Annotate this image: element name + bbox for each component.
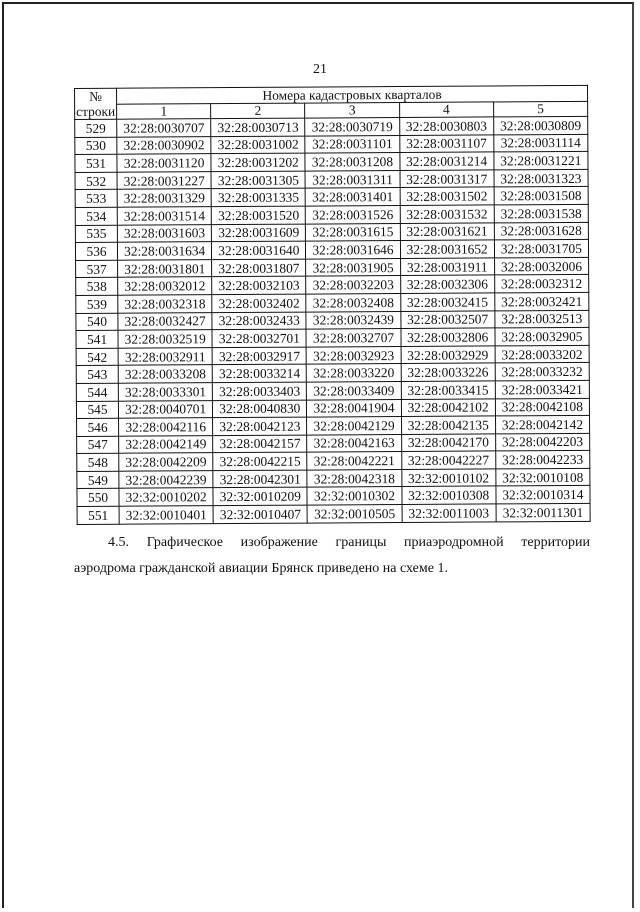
row-number-cell: 533	[75, 190, 117, 208]
row-number-cell: 545	[76, 401, 118, 419]
cadastral-number-cell: 32:28:0032701	[212, 329, 306, 347]
column-number-5: 5	[493, 101, 587, 117]
paragraph-line-1: 4.5. Графическое изображение границы приаэродромной территории	[108, 535, 590, 550]
cadastral-number-cell: 32:28:0032402	[212, 294, 306, 312]
cadastral-number-cell: 32:28:0033415	[401, 381, 495, 399]
row-number-cell: 546	[77, 418, 119, 436]
cadastral-number-cell: 32:28:0032519	[118, 330, 212, 348]
cadastral-number-cell: 32:28:0031335	[211, 188, 305, 206]
cadastral-number-cell: 32:28:0031317	[400, 170, 494, 188]
table-body	[75, 116, 590, 524]
cadastral-number-cell: 32:32:0010102	[401, 469, 495, 487]
cadastral-number-cell: 32:28:0032203	[306, 276, 400, 294]
cadastral-number-cell: 32:28:0031801	[118, 259, 212, 277]
row-number-cell: 542	[76, 348, 118, 366]
row-number-cell: 547	[77, 436, 119, 454]
cadastral-number-cell: 32:28:0041904	[307, 399, 401, 417]
cadastral-number-cell: 32:28:0031807	[212, 259, 306, 277]
row-number-header	[75, 88, 117, 119]
cadastral-number-cell: 32:28:0033403	[213, 382, 307, 400]
cadastral-number-cell: 32:32:0011301	[496, 503, 590, 521]
cadastral-number-cell: 32:28:0032923	[307, 346, 401, 364]
cadastral-number-cell: 32:28:0031911	[400, 258, 494, 276]
cadastral-number-cell: 32:28:0031305	[211, 171, 305, 189]
page-number: 21	[313, 62, 327, 77]
cadastral-number-cell: 32:28:0033214	[212, 364, 306, 382]
cadastral-number-cell: 32:28:0031526	[306, 205, 400, 223]
cadastral-number-cell: 32:28:0031202	[211, 153, 305, 171]
cadastral-number-cell: 32:28:0032415	[400, 293, 494, 311]
cadastral-number-cell: 32:28:0032312	[494, 275, 588, 293]
row-number-cell: 541	[76, 330, 118, 348]
cadastral-number-cell: 32:32:0010302	[307, 487, 401, 505]
row-number-cell: 544	[76, 383, 118, 401]
cadastral-number-cell: 32:28:0042170	[401, 434, 495, 452]
cadastral-number-cell: 32:28:0033409	[307, 381, 401, 399]
column-number-1: 1	[117, 103, 211, 119]
cadastral-number-cell: 32:28:0032318	[118, 295, 212, 313]
cadastral-number-cell: 32:32:0010407	[213, 505, 307, 523]
row-number-cell: 550	[77, 489, 119, 507]
row-number-cell: 529	[75, 119, 117, 137]
cadastral-number-cell: 32:28:0032012	[118, 277, 212, 295]
cadastral-number-cell: 32:28:0030902	[117, 136, 211, 154]
cadastral-number-cell: 32:28:0031514	[117, 207, 211, 225]
cadastral-number-cell: 32:28:0042215	[213, 452, 307, 470]
cadastral-number-cell: 32:28:0031609	[212, 224, 306, 242]
cadastral-number-cell: 32:28:0042135	[401, 416, 495, 434]
cadastral-number-cell: 32:28:0030719	[305, 118, 399, 136]
cadastral-number-cell: 32:28:0032917	[212, 347, 306, 365]
cadastral-number-cell: 32:28:0031002	[211, 136, 305, 154]
section-paragraph	[74, 530, 590, 582]
cadastral-number-cell: 32:28:0031634	[118, 242, 212, 260]
cadastral-number-cell: 32:28:0031101	[305, 135, 399, 153]
row-number-cell: 532	[75, 172, 117, 190]
cadastral-number-cell: 32:28:0031652	[400, 240, 494, 258]
cadastral-number-cell: 32:28:0033232	[495, 363, 589, 381]
cadastral-number-cell: 32:32:0010314	[496, 486, 590, 504]
table-row	[77, 503, 590, 524]
cadastral-number-cell: 32:28:0031508	[494, 187, 588, 205]
cadastral-number-cell: 32:28:0042203	[495, 433, 589, 451]
cadastral-number-cell: 32:32:0010401	[119, 506, 213, 524]
cadastral-number-cell: 32:28:0030713	[211, 118, 305, 136]
row-number-cell: 549	[77, 471, 119, 489]
cadastral-number-cell: 32:28:0032306	[400, 275, 494, 293]
cadastral-number-cell: 32:28:0042227	[401, 451, 495, 469]
cadastral-number-cell: 32:32:0011003	[402, 504, 496, 522]
cadastral-number-cell: 32:28:0031311	[305, 170, 399, 188]
cadastral-number-cell: 32:28:0033421	[495, 380, 589, 398]
cadastral-number-cell: 32:28:0032513	[495, 310, 589, 328]
cadastral-quarters-table	[74, 85, 591, 525]
cadastral-number-cell: 32:32:0010108	[496, 468, 590, 486]
cadastral-number-cell: 32:28:0040701	[118, 400, 212, 418]
cadastral-number-cell: 32:28:0042318	[307, 469, 401, 487]
row-number-cell: 537	[76, 260, 118, 278]
cadastral-number-cell: 32:28:0032905	[495, 327, 589, 345]
cadastral-number-cell: 32:28:0031603	[117, 224, 211, 242]
cadastral-number-cell: 32:28:0031114	[494, 134, 588, 152]
cadastral-number-cell: 32:32:0010209	[213, 488, 307, 506]
cadastral-number-cell: 32:28:0031621	[400, 222, 494, 240]
cadastral-number-cell: 32:28:0033226	[401, 363, 495, 381]
cadastral-number-cell: 32:28:0032103	[212, 276, 306, 294]
cadastral-number-cell: 32:28:0031502	[400, 187, 494, 205]
cadastral-number-cell: 32:28:0042149	[119, 435, 213, 453]
row-number-cell: 535	[75, 225, 117, 243]
cadastral-number-cell: 32:28:0042129	[307, 417, 401, 435]
cadastral-number-cell: 32:28:0032439	[306, 311, 400, 329]
cadastral-number-cell: 32:28:0031705	[494, 240, 588, 258]
cadastral-number-cell: 32:28:0031208	[305, 153, 399, 171]
column-number-2: 2	[211, 103, 305, 119]
cadastral-number-cell: 32:32:0010202	[119, 488, 213, 506]
column-number-3: 3	[305, 102, 399, 118]
row-number-cell: 534	[75, 207, 117, 225]
cadastral-number-cell: 32:28:0031227	[117, 171, 211, 189]
cadastral-number-cell: 32:28:0042301	[213, 470, 307, 488]
cadastral-number-cell: 32:28:0031905	[306, 258, 400, 276]
cadastral-number-cell: 32:32:0010505	[307, 505, 401, 523]
cadastral-number-cell: 32:28:0033208	[118, 365, 212, 383]
row-number-cell: 530	[75, 137, 117, 155]
cadastral-number-cell: 32:28:0032433	[212, 312, 306, 330]
paragraph-line-2: аэродрома гражданской авиации Брянск приведено на схеме 1.	[74, 561, 448, 576]
cadastral-number-cell: 32:28:0030809	[493, 116, 587, 134]
cadastral-number-cell: 32:28:0031538	[494, 204, 588, 222]
cadastral-number-cell: 32:28:0042233	[495, 451, 589, 469]
cadastral-number-cell: 32:28:0031107	[399, 135, 493, 153]
row-number-cell: 543	[76, 366, 118, 384]
row-number-header-label: строки	[76, 103, 116, 119]
cadastral-number-cell: 32:28:0031323	[494, 169, 588, 187]
cadastral-number-cell: 32:28:0030803	[399, 117, 493, 135]
row-number-cell: 540	[76, 313, 118, 331]
cadastral-number-cell: 32:28:0040830	[213, 400, 307, 418]
cadastral-number-cell: 32:28:0031615	[306, 223, 400, 241]
cadastral-number-cell: 32:28:0042116	[119, 418, 213, 436]
cadastral-number-cell: 32:28:0032806	[401, 328, 495, 346]
cadastral-number-cell: 32:28:0031646	[306, 241, 400, 259]
cadastral-number-cell: 32:28:0033301	[118, 383, 212, 401]
cadastral-number-cell: 32:28:0030707	[117, 119, 211, 137]
row-number-cell: 536	[75, 242, 117, 260]
cadastral-number-cell: 32:28:0031532	[400, 205, 494, 223]
cadastral-number-cell: 32:28:0031329	[117, 189, 211, 207]
cadastral-number-cell: 32:28:0031628	[494, 222, 588, 240]
cadastral-number-cell: 32:28:0032421	[495, 292, 589, 310]
cadastral-number-cell: 32:28:0042209	[119, 453, 213, 471]
row-number-cell: 551	[77, 506, 119, 524]
cadastral-number-cell: 32:28:0042102	[401, 398, 495, 416]
cadastral-number-cell: 32:28:0032707	[306, 329, 400, 347]
quarters-group-header: Номера кадастровых кварталов	[117, 85, 588, 103]
cadastral-number-cell: 32:28:0033220	[307, 364, 401, 382]
cadastral-number-cell: 32:28:0032408	[306, 293, 400, 311]
cadastral-number-cell: 32:28:0042142	[495, 415, 589, 433]
row-number-cell: 539	[76, 295, 118, 313]
row-number-header-symbol: №	[89, 88, 103, 104]
cadastral-number-cell: 32:28:0031221	[494, 152, 588, 170]
cadastral-number-cell: 32:28:0031520	[211, 206, 305, 224]
cadastral-number-cell: 32:28:0032929	[401, 346, 495, 364]
cadastral-number-cell: 32:28:0042221	[307, 452, 401, 470]
row-number-cell: 531	[75, 154, 117, 172]
row-number-cell: 538	[76, 278, 118, 296]
cadastral-number-cell: 32:28:0033202	[495, 345, 589, 363]
cadastral-number-cell: 32:28:0032427	[118, 312, 212, 330]
row-number-cell: 548	[77, 454, 119, 472]
cadastral-number-cell: 32:28:0042157	[213, 435, 307, 453]
cadastral-number-cell: 32:28:0032006	[494, 257, 588, 275]
cadastral-number-cell: 32:28:0031214	[399, 152, 493, 170]
cadastral-number-cell: 32:32:0010308	[402, 486, 496, 504]
cadastral-number-cell: 32:28:0042108	[495, 398, 589, 416]
cadastral-number-cell: 32:28:0032911	[118, 347, 212, 365]
cadastral-number-cell: 32:28:0042123	[213, 417, 307, 435]
cadastral-number-cell: 32:28:0031640	[212, 241, 306, 259]
cadastral-number-cell: 32:28:0042163	[307, 434, 401, 452]
cadastral-number-cell: 32:28:0032507	[400, 310, 494, 328]
cadastral-number-cell: 32:28:0031401	[306, 188, 400, 206]
cadastral-number-cell: 32:28:0031120	[117, 154, 211, 172]
column-number-4: 4	[399, 101, 493, 117]
cadastral-number-cell: 32:28:0042239	[119, 471, 213, 489]
